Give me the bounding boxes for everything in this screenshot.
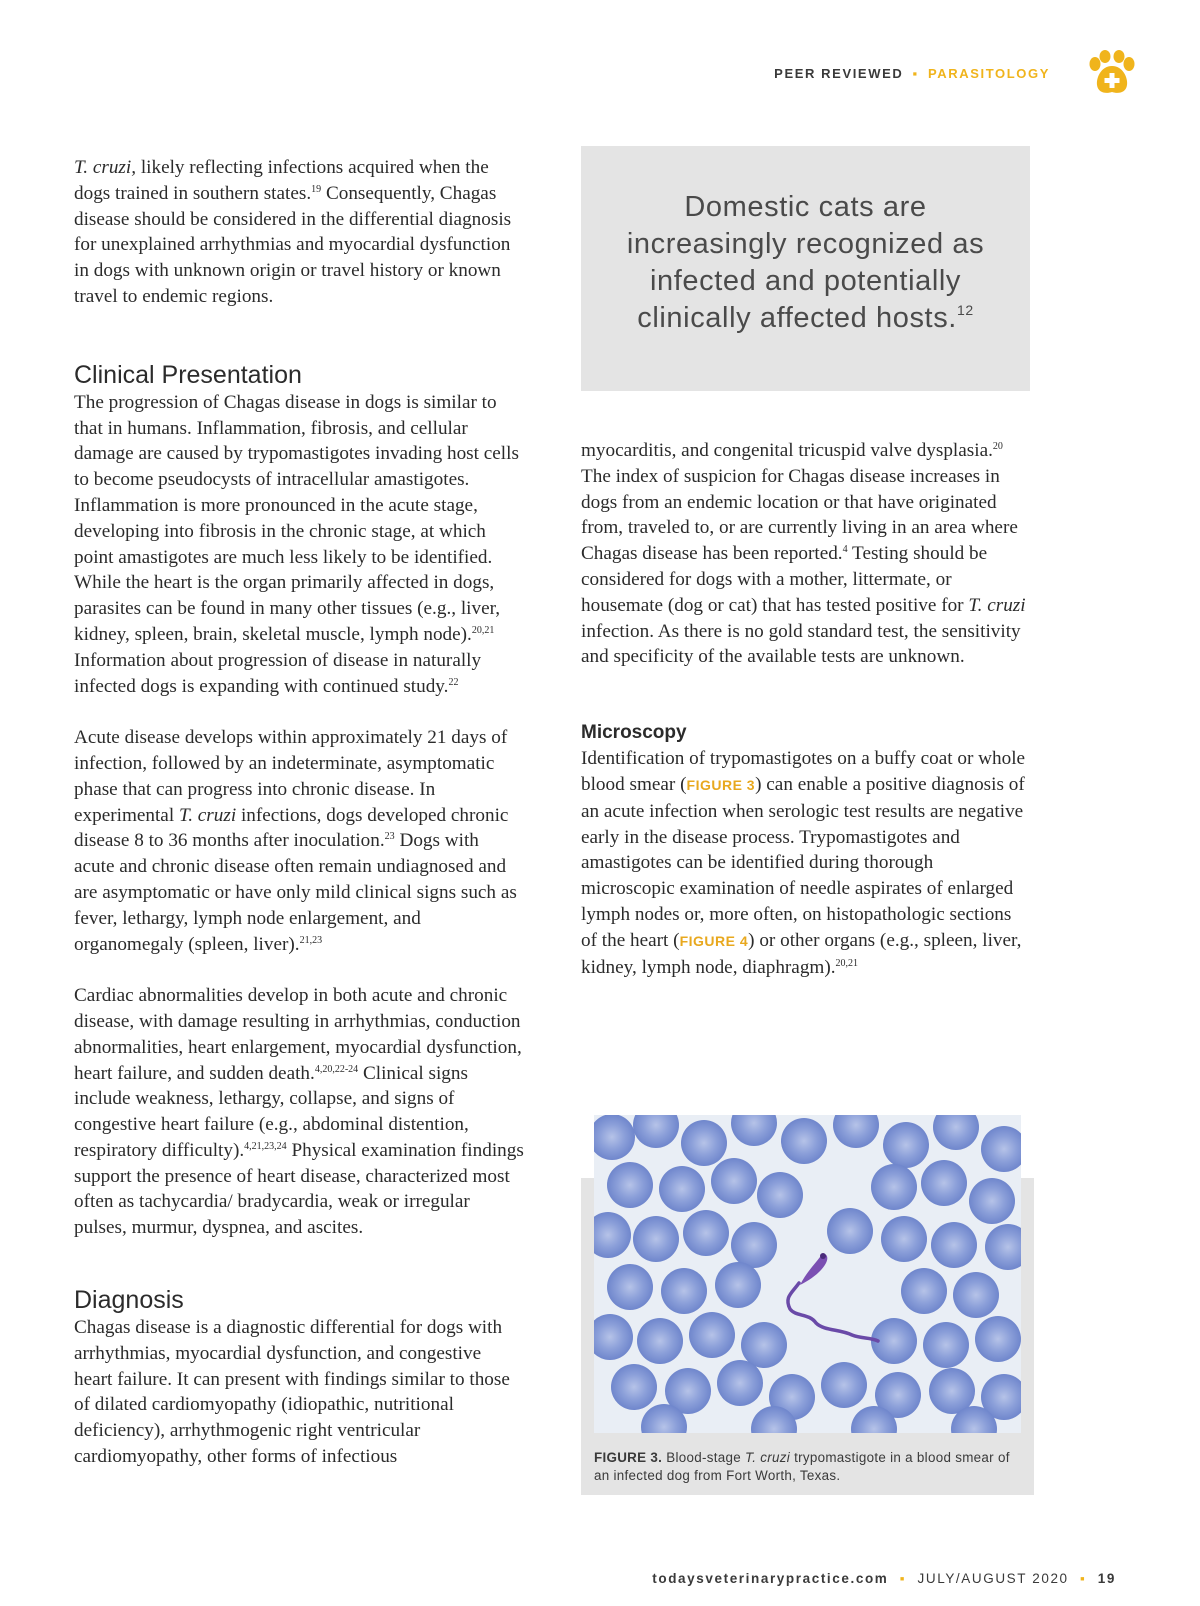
citation: 22 xyxy=(448,676,459,688)
footer-separator: ▪ xyxy=(1080,1571,1087,1586)
caption-text-a: Blood-stage xyxy=(662,1450,745,1465)
intro-text-a: likely reflecting infections acquired when the dogs trained in southern states. xyxy=(74,157,489,204)
intro-paragraph xyxy=(74,155,524,310)
citation: 4,20,22-24 xyxy=(314,1063,359,1075)
blood-smear-micrograph xyxy=(594,1115,1021,1433)
header-separator: ▪ xyxy=(912,66,919,81)
citation: 19 xyxy=(311,183,322,195)
intro-text-b: Consequently, Chagas disease should be considered in the differential diagnosis for unexplained arrhythmias and myocardial dysfunction in dogs with unknown origin or travel history or known travel to endemic regions. xyxy=(74,182,512,307)
red-blood-cell xyxy=(715,1262,761,1308)
intro-italic: T. cruzi, xyxy=(74,157,137,178)
left-column xyxy=(74,155,524,1470)
clinical-presentation-heading: Clinical Presentation xyxy=(74,360,302,389)
red-blood-cell xyxy=(975,1316,1021,1362)
clinical-paragraph-1 xyxy=(74,390,524,700)
red-blood-cell xyxy=(931,1222,977,1268)
microscopy-text-a: Identification of trypomastigotes on a buffy coat or whole blood smear ( xyxy=(581,748,1026,795)
red-blood-cell xyxy=(901,1268,947,1314)
red-blood-cell xyxy=(689,1312,735,1358)
right-p1-text-b: The index of suspicion for Chagas disease increases in dogs from an endemic location or that have originated from, traveled to, or are currently living in an area where Chagas disease has been reported. xyxy=(581,465,1018,565)
clinical-paragraph-3 xyxy=(74,983,524,1241)
right-p1-text-a: myocarditis, and congenital tricuspid valve dysplasia. xyxy=(581,440,993,461)
page-number: 19 xyxy=(1097,1571,1116,1586)
running-header xyxy=(774,66,1050,81)
microscopy-text-b: ) can enable a positive diagnosis of an acute infection when serologic test results are negative early in the disease process. Trypomastigotes and amastigotes can be identified during thorough microscopic examination of needle aspirates of enlarged lymph nodes or, more often, on histopathologic sections of the heart ( xyxy=(581,773,1025,951)
red-blood-cell xyxy=(827,1208,873,1254)
clinical-p3-text-c: Physical examination findings support the presence of heart disease, characterized most often as tachycardia/ bradycardia, weak or irregular pulses, murmur, dyspnea, and ascites. xyxy=(74,1139,524,1239)
pull-quote-box xyxy=(581,146,1030,391)
citation: 4,21,23,24 xyxy=(244,1140,287,1152)
clinical-p3-text-b: Clinical signs include weakness, lethargy, collapse, and signs of congestive heart failure (e.g., abdominal distention, respiratory difficulty). xyxy=(74,1062,469,1161)
red-blood-cell xyxy=(633,1216,679,1262)
red-blood-cell xyxy=(969,1178,1015,1224)
red-blood-cell xyxy=(821,1362,867,1408)
paw-plus-icon xyxy=(1086,50,1138,96)
citation: 12 xyxy=(956,301,974,318)
diagnosis-paragraph: Chagas disease is a diagnostic differential for dogs with arrhythmias, myocardial dysfunction, and congestive heart failure. It can present with findings similar to those of dilated cardiomyopathy (idiopathic, nutritional deficiency), arrhythmogenic right ventricular cardiomyopathy, other forms of infectious xyxy=(74,1317,510,1468)
diagnosis-heading: Diagnosis xyxy=(74,1286,184,1315)
right-column xyxy=(581,438,1031,980)
microscopy-text-c: ) or other organs (e.g., spleen, liver, kidney, lymph node, diaphragm). xyxy=(581,929,1022,978)
clinical-p2-text-c: Dogs with acute and chronic disease often remain undiagnosed and are asymptomatic or have only mild clinical signs such as fever, lethargy, lymph node enlargement, and organomegaly (spleen, liver). xyxy=(74,830,517,955)
citation: 20,21 xyxy=(471,624,495,636)
red-blood-cell xyxy=(659,1166,705,1212)
red-blood-cell xyxy=(781,1118,827,1164)
caption-italic: T. cruzi xyxy=(745,1450,791,1465)
clinical-p1-text-a: The progression of Chagas disease in dogs is similar to that in humans. Inflammation, fibrosis, and cellular damage are caused by trypomastigotes invading host cells to become pseudocysts of intracellular amastigotes. Inflammation is more pronounced in the acute stage, developing into fibrosis in the chronic stage, at which point amastigotes are much less likely to be identified. While the heart is the organ primarily affected in dogs, parasites can be found in many other tissues (e.g., liver, kidney, spleen, brain, skeletal muscle, lymph node). xyxy=(74,391,519,645)
red-blood-cell xyxy=(637,1318,683,1364)
pull-quote-text: Domestic cats are increasingly recognized as infected and potentially clinically affected hosts. xyxy=(626,190,985,334)
red-blood-cell xyxy=(883,1122,929,1168)
microscopy-paragraph xyxy=(581,746,1031,980)
section-label: PARASITOLOGY xyxy=(927,66,1050,81)
red-blood-cell xyxy=(881,1216,927,1262)
clinical-p2-italic: T. cruzi xyxy=(178,804,237,826)
clinical-paragraph-2 xyxy=(74,725,524,957)
website-link[interactable]: todaysveterinarypractice.com xyxy=(652,1571,889,1586)
citation: 21,23 xyxy=(299,934,323,946)
red-blood-cell xyxy=(717,1360,763,1406)
red-blood-cell xyxy=(607,1162,653,1208)
pull-quote xyxy=(611,189,1001,337)
clinical-p3-text-a: Cardiac abnormalities develop in both acute and chronic disease, with damage resulting in arrhythmias, conduction abnormalities, heart enlargement, myocardial dysfunction, heart failure, and sudden death. xyxy=(74,985,522,1084)
figure-3-link[interactable]: FIGURE 3 xyxy=(686,776,756,793)
red-blood-cell xyxy=(923,1322,969,1368)
red-blood-cell xyxy=(611,1364,657,1410)
citation: 4 xyxy=(842,544,848,556)
caption-label: FIGURE 3. xyxy=(594,1450,663,1465)
figure-4-link[interactable]: FIGURE 4 xyxy=(679,932,749,949)
red-blood-cell xyxy=(731,1222,777,1268)
issue-date: JULY/AUGUST 2020 xyxy=(917,1571,1069,1586)
red-blood-cell xyxy=(921,1160,967,1206)
right-paragraph-1 xyxy=(581,438,1031,670)
citation: 23 xyxy=(384,831,395,843)
footer-separator: ▪ xyxy=(899,1571,907,1586)
page-footer xyxy=(652,1571,1116,1586)
clinical-p1-text-b: Information about progression of disease in naturally infected dogs is expanding with continued study. xyxy=(74,649,482,697)
red-blood-cell xyxy=(757,1172,803,1218)
right-p1-text-d: infection. As there is no gold standard test, the sensitivity and specificity of the available tests are unknown. xyxy=(581,620,1021,668)
red-blood-cell xyxy=(661,1268,707,1314)
citation: 20,21 xyxy=(835,957,859,969)
microscopy-heading: Microscopy xyxy=(581,722,687,744)
caption-text-b: trypomastigote in a blood smear of an infected dog from Fort Worth, Texas. xyxy=(594,1450,1010,1483)
clinical-p2-text-a: Acute disease develops within approximately 21 days of infection, followed by an indeterminate, asymptomatic phase that can progress into chronic disease. In experimental xyxy=(74,727,508,826)
figure-caption xyxy=(594,1449,1019,1485)
red-blood-cell xyxy=(683,1210,729,1256)
peer-reviewed-label: PEER REVIEWED xyxy=(774,66,904,81)
citation: 20 xyxy=(992,441,1003,452)
red-blood-cell xyxy=(741,1322,787,1368)
red-blood-cell xyxy=(681,1120,727,1166)
red-blood-cell xyxy=(871,1164,917,1210)
red-blood-cell xyxy=(711,1158,757,1204)
red-blood-cell xyxy=(953,1272,999,1318)
red-blood-cell xyxy=(607,1264,653,1310)
clinical-p2-text-b: infections, dogs developed chronic disease 8 to 36 months after inoculation. xyxy=(74,804,509,852)
right-p1-text-c: Testing should be considered for dogs with a mother, littermate, or housemate (dog or cat) that has tested positive for xyxy=(581,543,988,616)
right-p1-italic: T. cruzi xyxy=(968,594,1026,616)
